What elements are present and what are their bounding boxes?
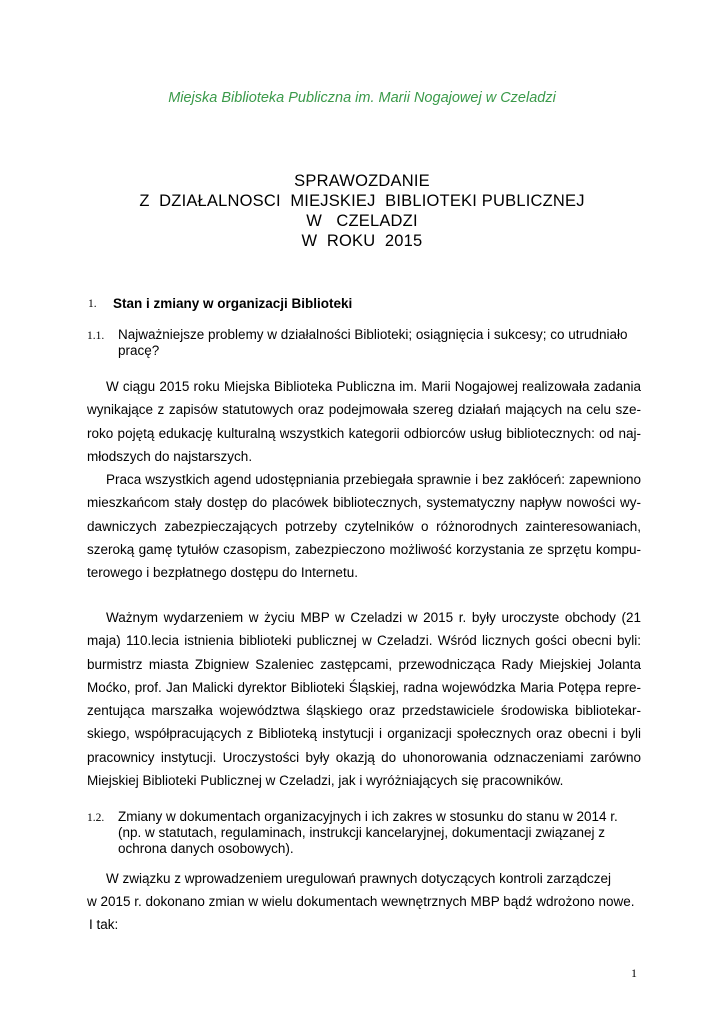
paragraph-line: młodszych do najstarszych. [87, 448, 253, 464]
section-title: Stan i zmiany w organizacji Biblioteki [113, 296, 353, 311]
paragraph-line: Ważnym wydarzeniem w życiu MBP w Czeladzi w 2015 r. były uroczyste obchody (21 [106, 610, 641, 625]
paragraph-line: szeroką gamę tytułów czasopism, zabezpieczono możliwość korzystania ze sprzętu kompu- [87, 541, 641, 557]
paragraph-line: Praca wszystkich agend udostępniania przebiegała sprawnie i bez zakłóceń: zapewniono [106, 472, 641, 487]
paragraph-line: W związku z wprowadzeniem uregulowań prawnych dotyczących kontroli zarządczej [106, 871, 611, 886]
page-number: 1 [631, 966, 637, 980]
item-heading-line: Zmiany w dokumentach organizacyjnych i ich zakres w stosunku do stanu w 2014 r. [118, 809, 618, 824]
paragraph-line: roko pojętą edukację kulturalną wszystkich kategorii odbiorców usług bibliotecznych: od naj- [87, 425, 641, 441]
paragraph-line: W ciągu 2015 roku Miejska Biblioteka Publiczna im. Marii Nogajowej realizowała zadania [106, 379, 641, 394]
item-heading [118, 809, 618, 857]
paragraph-line: maja) 110.lecia istnienia biblioteki publicznej w Czeladzi. Wśród licznych gości obecni byli: [87, 633, 641, 649]
paragraph-line: Moćko, prof. Jan Malicki dyrektor Biblioteki Śląskiej, radna wojewódzka Maria Potępa repre- [87, 679, 641, 695]
title-line: W CZELADZI [306, 212, 418, 230]
paragraph-line: mieszkańcom stały dostęp do placówek bibliotecznych, systematyczny napływ nowości wy- [87, 495, 641, 511]
section-number: 1. [88, 298, 97, 310]
item-heading [118, 327, 628, 359]
paragraph-line: w 2015 r. dokonano zmian w wielu dokumentach wewnętrznych MBP bądź wdrożono nowe. [87, 894, 635, 909]
paragraph [87, 375, 641, 468]
title-line: SPRAWOZDANIE [294, 172, 430, 190]
paragraph-line: pracownicy instytucji. Uroczystości były okazją do uhonorowania odznaczeniami zarówno [87, 749, 641, 765]
item-number: 1.1. [87, 330, 105, 342]
item-heading-line: (np. w statutach, regulaminach, instrukcji kancelaryjnej, dokumentacji związanej z [118, 825, 605, 840]
title-line: W ROKU 2015 [301, 232, 423, 250]
paragraph-line: Miejskiej Biblioteki Publicznej w Czeladzi, jak i wyróżniających się pracowników. [87, 773, 564, 789]
report-title [0, 171, 724, 251]
paragraph-line: burmistrz miasta Zbigniew Szaleniec zastępcami, przewodnicząca Rady Miejskiej Jolanta [87, 656, 641, 672]
library-header: Miejska Biblioteka Publiczna im. Marii Nogajowej w Czeladzi [168, 90, 556, 106]
paragraph [87, 606, 641, 792]
title-line: Z DZIAŁALNOSCI MIEJSKIEJ BIBLIOTEKI PUBLICZNEJ [139, 192, 585, 210]
item-heading-line: pracę? [118, 343, 160, 358]
paragraph-line: wynikające z zapisów statutowych oraz podejmowała szereg działań mających na celu sze- [87, 402, 641, 418]
paragraph-line: I tak: [89, 917, 119, 932]
paragraph-line: skiego, współpracujących z Biblioteką instytucji i organizacji społecznych oraz obecni i byli [87, 726, 641, 742]
item-heading-line: Najważniejsze problemy w działalności Biblioteki; osiągnięcia i sukcesy; co utrudniało [118, 327, 628, 342]
paragraph-line: terowego i bezpłatnego dostępu do Internetu. [87, 565, 358, 581]
paragraph-line: dawniczych zabezpieczających potrzeby czytelników o różnorodnych zainteresowaniach, [87, 518, 641, 534]
paragraph-line: zentująca marszałka województwa śląskiego oraz przedstawiciele środowiska bibliotekar- [87, 703, 641, 719]
item-heading-line: ochrona danych osobowych). [118, 841, 294, 856]
paragraph [87, 468, 641, 584]
item-number: 1.2. [87, 812, 105, 824]
